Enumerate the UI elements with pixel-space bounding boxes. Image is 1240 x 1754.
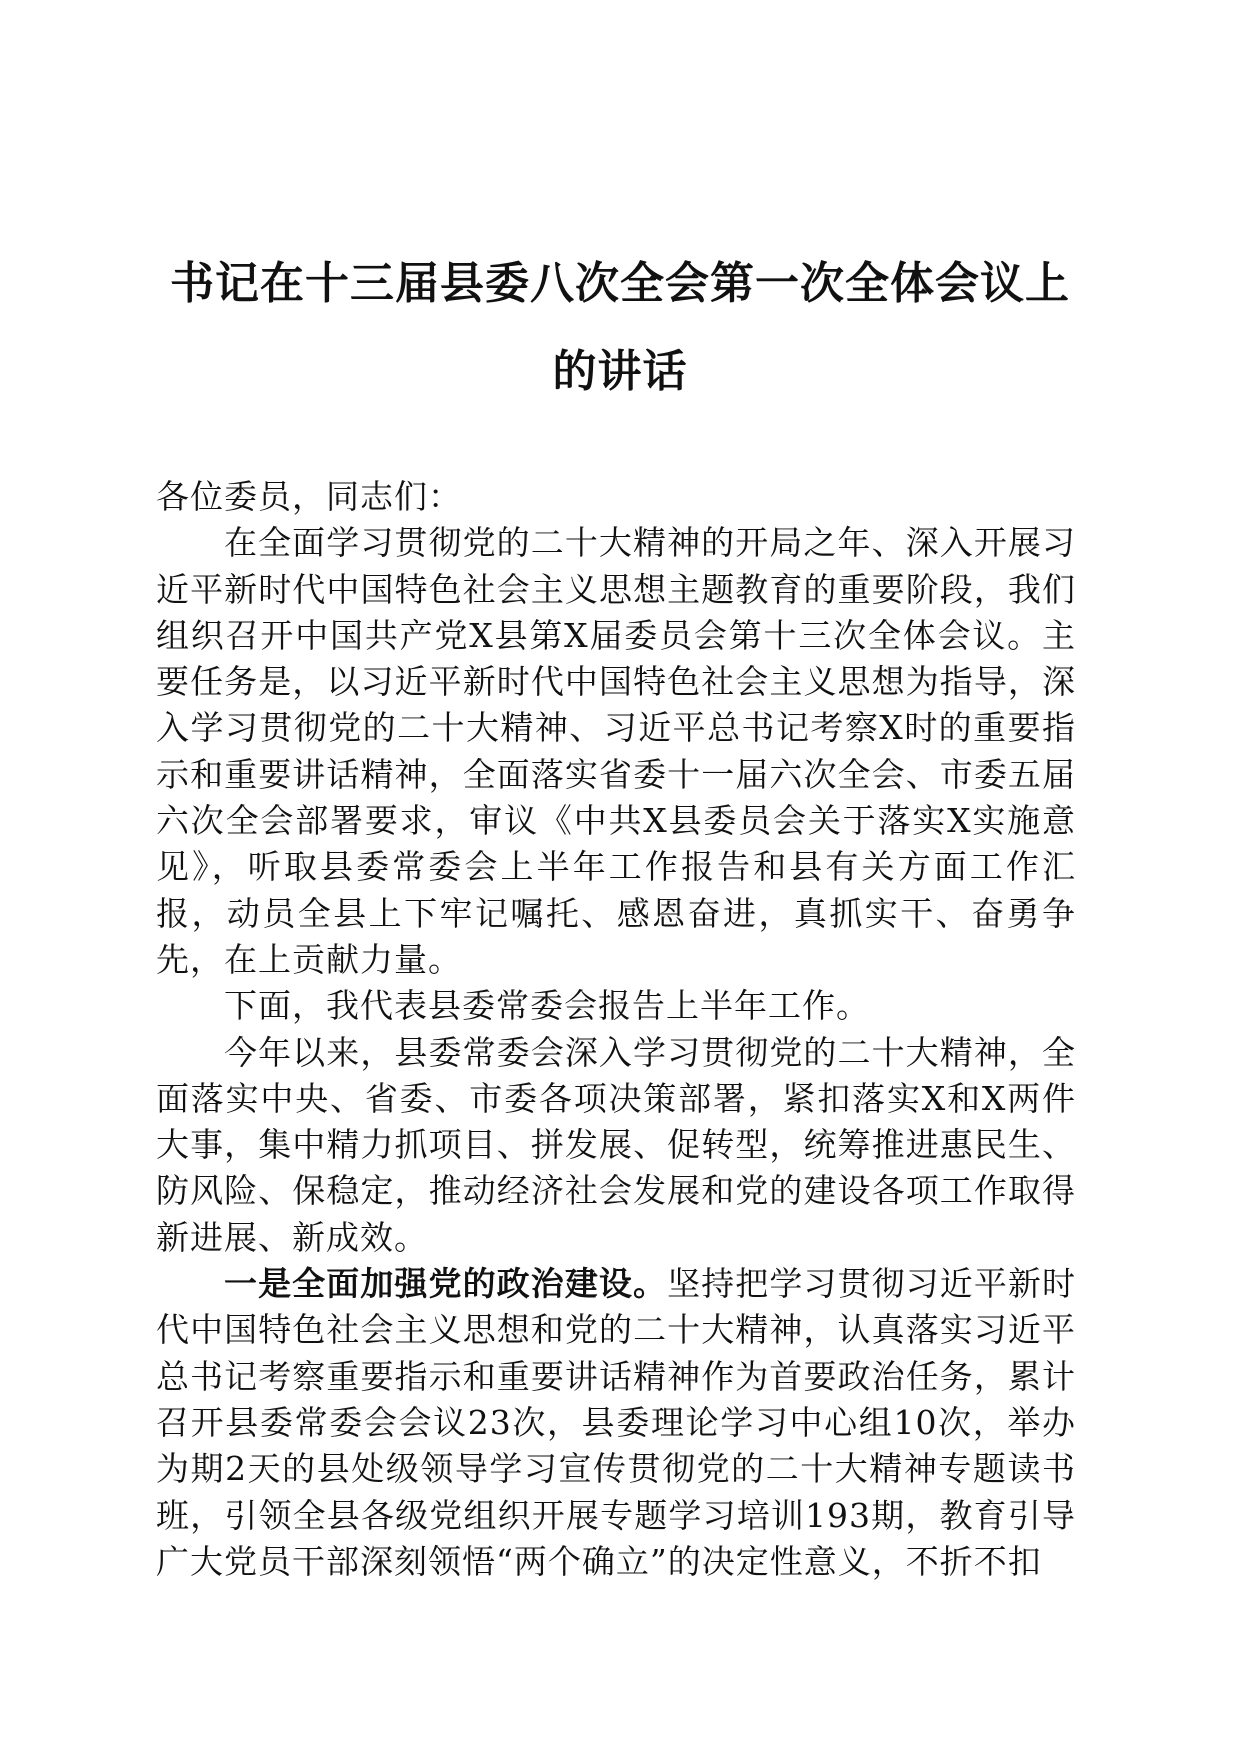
title-line-2: 的讲话 <box>552 346 688 397</box>
paragraph-report-intro: 下面，我代表县委常委会报告上半年工作。 <box>224 986 870 1026</box>
paragraph-section-1 <box>156 1261 1076 1585</box>
salutation: 各位委员，同志们： <box>156 477 462 516</box>
paragraph-summary: 今年以来，县委常委会深入学习贯彻党的二十大精神，全面落实中央、省委、市委各项决策部署，紧扣落实X和X两件大事，集中精力抓项目、拼发展、促转型，统筹推进惠民生、防风险、保稳定，推动经济社会发展和党的建设各项工作取得新进展、新成效。 <box>156 1032 1076 1257</box>
document-body <box>156 474 1076 1585</box>
title-line-1: 书记在十三届县委八次全会第一次全体会议上 <box>170 258 1070 309</box>
document-title <box>150 240 1090 416</box>
paragraph-opening: 在全面学习贯彻党的二十大精神的开局之年、深入开展习近平新时代中国特色社会主义思想主题教育的重要阶段，我们组织召开中国共产党X县第X届委员会第十三次全体会议。主要任务是，以习近平新时代中国特色社会主义思想为指导，深入学习贯彻党的二十大精神、习近平总书记考察X时的重要指示和重要讲话精神，全面落实省委十一届六次全会、市委五届六次全会部署要求，审议《中共X县委员会关于落实X实施意见》，听取县委常委会上半年工作报告和县有关方面工作汇报，动员全县上下牢记嘱托、感恩奋进，真抓实干、奋勇争先，在上贡献力量。 <box>156 523 1076 979</box>
section-1-text: 坚持把学习贯彻习近平新时代中国特色社会主义思想和党的二十大精神，认真落实习近平总书记考察重要指示和重要讲话精神作为首要政治任务，累计召开县委常委会会议23次，县委理论学习中心组10次，举办为期2天的县处级领导学习宣传贯彻党的二十大精神专题读书班，引领全县各级党组织开展专题学习培训193期，教育引导广大党员干部深刻领悟“两个确立”的决定性意义，不折不扣 <box>156 1264 1077 1581</box>
section-1-heading: 一是全面加强党的政治建设。 <box>224 1264 668 1304</box>
